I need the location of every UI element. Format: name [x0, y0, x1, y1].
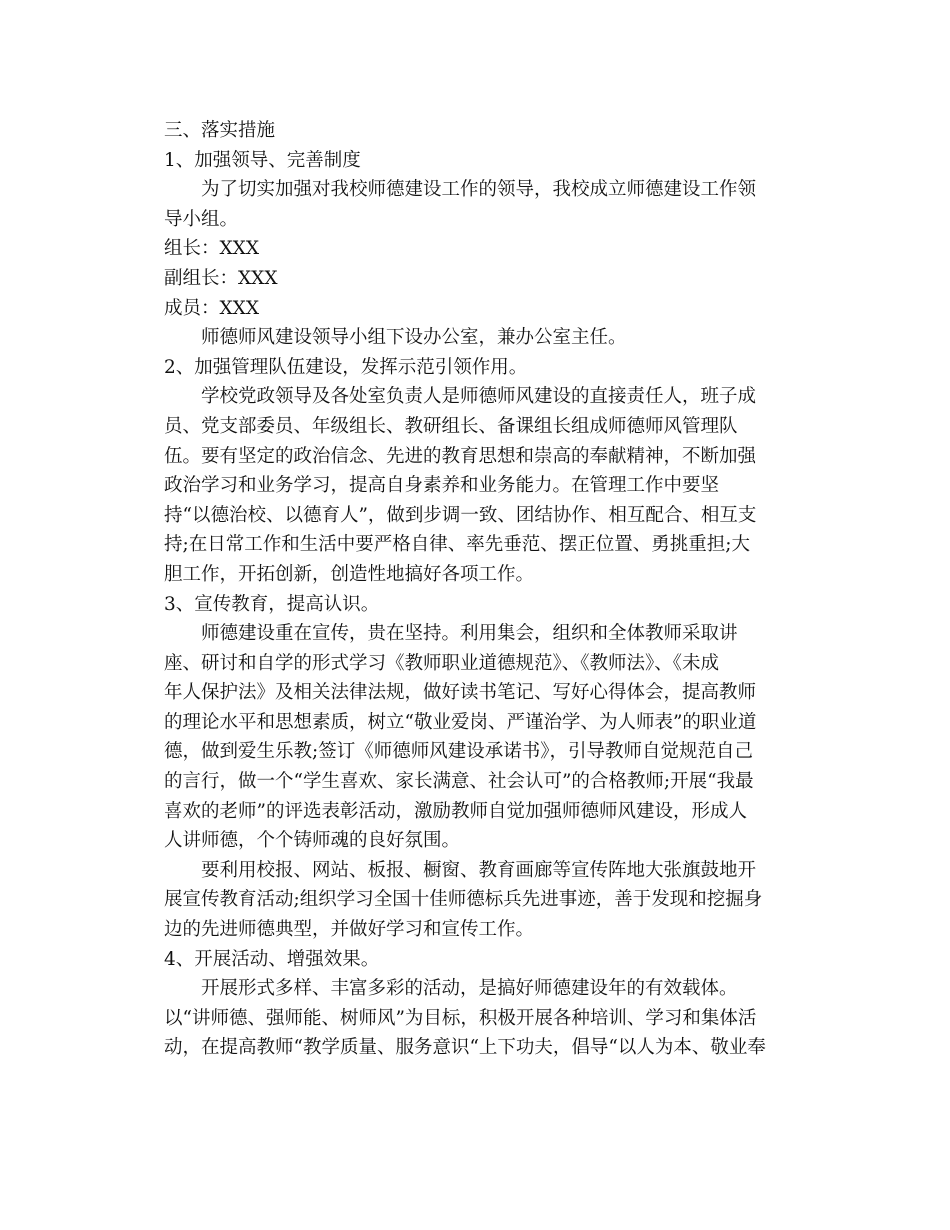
- subsection-heading: 3、宣传教育，提高认识。: [164, 593, 380, 615]
- paragraph-line: 的言行，做一个“学生喜欢、家长满意、社会认可”的合格教师;开展“我最: [164, 771, 754, 793]
- paragraph-line: 为了切实加强对我校师德建设工作的领导，我校成立师德建设工作领: [201, 179, 757, 201]
- paragraph-line: 胆工作，开拓创新，创造性地搞好各项工作。: [164, 563, 535, 585]
- paragraph-line: 的理论水平和思想素质，树立“敬业爱岗、严谨治学、为人师表”的职业道: [164, 711, 757, 733]
- paragraph-line: 以“讲师德、强师能、树师风”为目标，积极开展各种培训、学习和集体活: [164, 1007, 757, 1029]
- paragraph-line: 师德师风建设领导小组下设办公室，兼办公室主任。: [201, 327, 627, 349]
- paragraph-line: 喜欢的老师”的评选表彰活动，激励教师自觉加强师德师风建设，形成人: [164, 800, 747, 822]
- paragraph-line: 德，做到爱生乐教;签订《师德师风建设承诺书》，引导教师自觉规范自己: [164, 741, 753, 763]
- section-heading: 三、落实措施: [164, 120, 276, 141]
- paragraph-line: 持“以德治校、以德育人”，做到步调一致、团结协作、相互配合、相互支: [164, 504, 757, 526]
- paragraph-line: 年人保护法》及相关法律法规，做好读书笔记、写好心得体会，提高教师: [164, 682, 757, 704]
- paragraph-line: 展宣传教育活动;组织学习全国十佳师德标兵先进事迹，善于发现和挖掘身: [164, 889, 763, 911]
- paragraph-line: 开展形式多样、丰富多彩的活动，是搞好师德建设年的有效载体。: [201, 978, 738, 1000]
- paragraph-line: 边的先进师德典型，并做好学习和宣传工作。: [164, 919, 535, 941]
- deputy-leader-line: 副组长：XXX: [164, 267, 278, 289]
- paragraph-line: 持;在日常工作和生活中要严格自律、率先垂范、摆正位置、勇挑重担;大: [164, 534, 750, 556]
- group-leader-line: 组长：XXX: [164, 238, 260, 260]
- paragraph-line: 导小组。: [164, 208, 239, 230]
- paragraph-line: 政治学习和业务学习，提高自身素养和业务能力。在管理工作中要坚: [164, 475, 720, 497]
- paragraph-line: 伍。要有坚定的政治信念、先进的教育思想和崇高的奉献精神，不断加强: [164, 445, 757, 467]
- paragraph-line: 要利用校报、网站、板报、橱窗、教育画廊等宣传阵地大张旗鼓地开: [201, 859, 757, 881]
- document-body: [164, 116, 792, 1063]
- paragraph-line: 员、党支部委员、年级组长、教研组长、备课组长组成师德师风管理队: [164, 415, 738, 437]
- members-line: 成员：XXX: [164, 297, 260, 319]
- paragraph-line: 学校党政领导及各处室负责人是师德师风建设的直接责任人，班子成: [201, 386, 757, 408]
- subsection-heading: 4、开展活动、增强效果。: [164, 948, 380, 970]
- paragraph-line: 动，在提高教师“教学质量、服务意识“上下功夫，倡导“以人为本、敬业奉: [164, 1037, 766, 1059]
- paragraph-line: 人讲师德，个个铸师魂的良好氛围。: [164, 830, 461, 852]
- paragraph-line: 座、研讨和自学的形式学习《教师职业道德规范》、《教师法》、《未成: [164, 652, 720, 674]
- subsection-heading: 2、加强管理队伍建设，发挥示范引领作用。: [164, 356, 528, 378]
- subsection-heading: 1、加强领导、完善制度: [164, 149, 361, 171]
- paragraph-line: 师德建设重在宣传，贵在坚持。利用集会，组织和全体教师采取讲: [201, 623, 738, 645]
